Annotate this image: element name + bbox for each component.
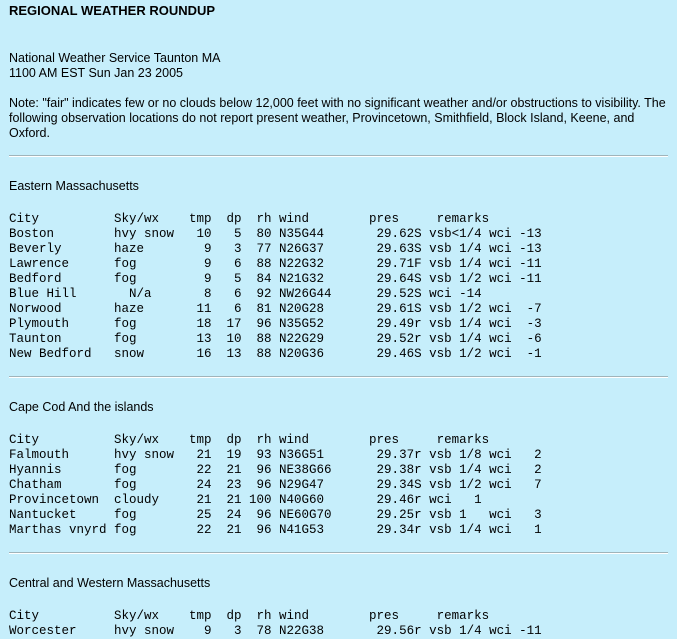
table-row: Boston hvy snow 10 5 80 N35G44 29.62S vsb<1/4 wci -13	[9, 227, 542, 241]
page-title: REGIONAL WEATHER ROUNDUP	[9, 3, 216, 18]
table-row: Falmouth hvy snow 21 19 93 N36G51 29.37r vsb 1/8 wci 2	[9, 448, 542, 462]
table-row: Worcester hvy snow 9 3 78 N22G38 29.56r vsb 1/4 wci -11	[9, 624, 542, 638]
table-header-row: City Sky/wx tmp dp rh wind pres remarks	[9, 433, 490, 447]
table-header-row: City Sky/wx tmp dp rh wind pres remarks	[9, 609, 490, 623]
table-header-row: City Sky/wx tmp dp rh wind pres remarks	[9, 212, 490, 226]
office-name: National Weather Service Taunton MA	[9, 51, 221, 65]
section-divider	[9, 155, 668, 157]
table-row: Lawrence fog 9 6 88 N22G32 29.71F vsb 1/4 wci -11	[9, 257, 542, 271]
report-sections	[9, 155, 668, 639]
section-divider	[9, 552, 668, 554]
note-text: Note: "fair" indicates few or no clouds below 12,000 feet with no significant weather and/or obstructions to visibility. The following observation locations do not report present weather, Provincetown, Smithfield, Block Island, Keene, and Oxford.	[9, 96, 666, 140]
section-title: Central and Western Massachusetts	[9, 576, 211, 590]
table-row: Bedford fog 9 5 84 N21G32 29.64S vsb 1/2 wci -11	[9, 272, 542, 286]
table-row: Norwood haze 11 6 81 N20G28 29.61S vsb 1/2 wci -7	[9, 302, 542, 316]
section-title: Cape Cod And the islands	[9, 400, 154, 414]
observation-table	[9, 433, 668, 538]
table-row: Plymouth fog 18 17 96 N35G52 29.49r vsb 1/4 wci -3	[9, 317, 542, 331]
observation-table	[9, 609, 668, 639]
table-row: New Bedford snow 16 13 88 N20G36 29.46S vsb 1/2 wci -1	[9, 347, 542, 361]
table-row: Chatham fog 24 23 96 N29G47 29.34S vsb 1/2 wci 7	[9, 478, 542, 492]
table-row: Nantucket fog 25 24 96 NE60G70 29.25r vsb 1 wci 3	[9, 508, 542, 522]
table-row: Blue Hill N/a 8 6 92 NW26G44 29.52S wci -14	[9, 287, 482, 301]
table-row: Marthas vnyrd fog 22 21 96 N41G53 29.34r vsb 1/4 wci 1	[9, 523, 542, 537]
table-row: Hyannis fog 22 21 96 NE38G66 29.38r vsb 1/4 wci 2	[9, 463, 542, 477]
table-row: Beverly haze 9 3 77 N26G37 29.63S vsb 1/4 wci -13	[9, 242, 542, 256]
issued-time: 1100 AM EST Sun Jan 23 2005	[9, 66, 183, 80]
observation-table	[9, 212, 668, 362]
header-block	[9, 51, 668, 81]
table-row: Taunton fog 13 10 88 N22G29 29.52r vsb 1/4 wci -6	[9, 332, 542, 346]
section-divider	[9, 376, 668, 378]
table-row: Provincetown cloudy 21 21 100 N40G60 29.46r wci 1	[9, 493, 482, 507]
section-title: Eastern Massachusetts	[9, 179, 139, 193]
